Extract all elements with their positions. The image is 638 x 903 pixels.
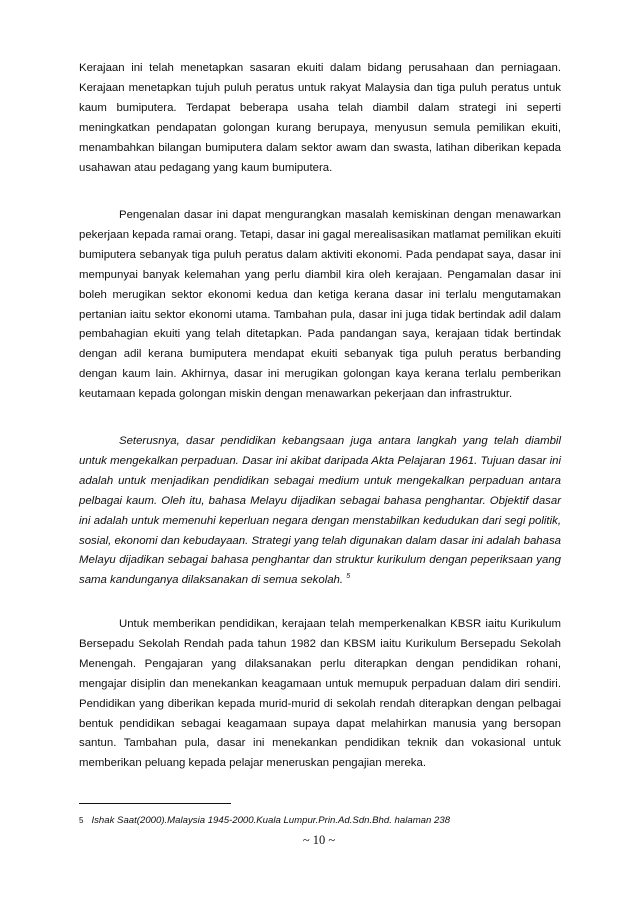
paragraph-ekuiti-target: Kerajaan ini telah menetapkan sasaran ekuiti dalam bidang perusahaan dan perniagaan. Kerajaan menetapkan tujuh puluh peratus untuk rakyat Malaysia dan tiga puluh peratus untuk kaum bumiputera. Terdapat beberapa usaha telah diambil dalam strategi ini seperti meningkatkan pendapatan golongan kurang berupaya, menyusun semula pemilikan ekuiti, menambahkan bilangan bumiputera dalam sektor awam dan swasta, latihan diberikan kepada usahawan atau pedagang yang kaum bumiputera. bbox=[79, 62, 561, 174]
footnote-divider bbox=[79, 803, 231, 804]
footnote-text: Ishak Saat(2000).Malaysia 1945-2000.Kuala Lumpur.Prin.Ad.Sdn.Bhd. halaman 238 bbox=[91, 815, 451, 826]
paragraph-kbsr-kbsm: Untuk memberikan pendidikan, kerajaan telah memperkenalkan KBSR iaitu Kurikulum Bersepadu Sekolah Rendah pada tahun 1982 dan KBSM iaitu Kurikulum Bersepadu Sekolah Menengah. Pengajaran yang dilaksanakan perlu diterapkan dengan pendidikan rohani, mengajar disiplin dan menekankan keagamaan untuk memupuk perpaduan dalam diri sendiri. Pendidikan yang diberikan kepada murid-murid di sekolah rendah diterapkan dengan pelbagai bentuk pendidikan sebagai keagamaan supaya dapat melahirkan manusia yang bersopan santun. Tambahan pula, dasar ini menekankan pendidikan teknik dan vokasional untuk memberikan peluang kepada pelajar meneruskan pengajian mereka. bbox=[79, 618, 561, 770]
page-number: ~ 10 ~ bbox=[302, 833, 336, 847]
paragraph-policy-evaluation: Pengenalan dasar ini dapat mengurangkan masalah kemiskinan dengan menawarkan pekerjaan kepada ramai orang. Tetapi, dasar ini gagal merealisasikan matlamat pemilikan ekuiti bumiputera sebanyak tiga puluh peratus dalam aktiviti ekonomi. Pada pendapat saya, dasar ini mempunyai banyak kelemahan yang perlu diambil kira oleh kerajaan. Pengamalan dasar ini boleh merugikan sektor ekonomi kedua dan ketiga kerana dasar ini terlalu mengutamakan pertanian iaitu sektor ekonomi utama. Tambahan pula, dasar ini juga tidak bertindak adil dalam pembahagian ekuiti yang telah ditetapkan. Pada pandangan saya, kerajaan tidak bertindak dengan adil kerana bumiputera mendapat ekuiti sebanyak tiga puluh peratus berbanding dengan kaum lain. Akhirnya, dasar ini merugikan golongan kaya kerana terlalu pemberikan keutamaan kepada golongan miskin dengan menawarkan pekerjaan dan infrastruktur. bbox=[79, 209, 561, 401]
footnote bbox=[79, 814, 561, 827]
footnote-reference: 5 bbox=[346, 573, 351, 581]
footnote-number: 5 bbox=[79, 816, 84, 825]
paragraph-education-policy bbox=[79, 432, 561, 591]
paragraph-education-policy-text: Seterusnya, dasar pendidikan kebangsaan juga antara langkah yang telah diambil untuk mengekalkan perpaduan. Dasar ini akibat daripada Akta Pelajaran 1961. Tujuan dasar ini adalah untuk menjadikan pendidikan sebagai medium untuk mengekalkan perpaduan antara pelbagai kaum. Oleh itu, bahasa Melayu dijadikan sebagai bahasa penghantar. Objektif dasar ini adalah untuk memenuhi keperluan negara dengan menstabilkan kedudukan dari segi politik, sosial, ekonomi dan kebudayaan. Strategi yang telah digunakan dalam dasar ini adalah bahasa Melayu dijadikan sebagai bahasa penghantar dan struktur kurikulum dengan peperiksaan yang sama kandunganya dilaksanakan di semua sekolah. bbox=[79, 435, 561, 587]
